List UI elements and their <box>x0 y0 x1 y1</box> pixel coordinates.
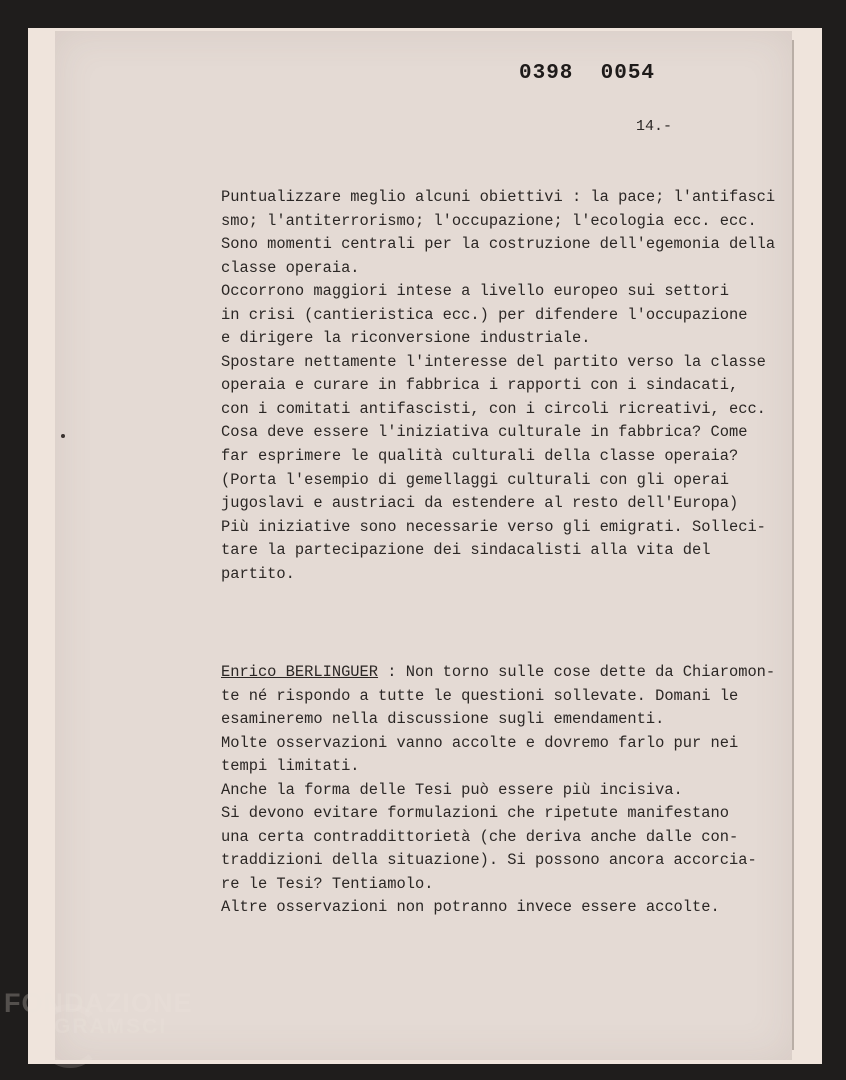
text-line: Molte osservazioni vanno accolte e dovremo farlo pur nei <box>221 733 739 752</box>
text-line: classe operaia. <box>221 258 360 277</box>
text-line: Si devono evitare formulazioni che ripetute manifestano <box>221 804 729 823</box>
text-line: Spostare nettamente l'interesse del partito verso la classe <box>221 352 766 371</box>
text-line: (Porta l'esempio di gemellaggi culturali con gli operai <box>221 470 729 489</box>
text-line: in crisi (cantieristica ecc.) per difendere l'occupazione <box>221 305 748 324</box>
speaker-name: Enrico BERLINGUER <box>221 663 379 681</box>
text-line: Sono momenti centrali per la costruzione dell'egemonia della <box>221 235 776 254</box>
text-line: esamineremo nella discussione sugli emendamenti. <box>221 710 665 729</box>
watermark-line1: FONDAZIONE <box>4 988 193 1018</box>
page-edge-line <box>792 40 794 1050</box>
text-line: una certa contraddittorietà (che deriva anche dalle con- <box>221 827 739 846</box>
text-line: Anche la forma delle Tesi può essere più incisiva. <box>221 780 683 799</box>
page-number: 14.- <box>636 118 673 135</box>
watermark-line2: GRAMSCI <box>54 1015 168 1038</box>
text-line: Più iniziative sono necessarie verso gli emigrati. Solleci- <box>221 517 766 536</box>
text-line: tempi limitati. <box>221 757 360 776</box>
archive-reference-code: 0398 0054 <box>519 62 656 85</box>
text-line: operaia e curare in fabbrica i rapporti con i sindacati, <box>221 376 739 395</box>
text-line: smo; l'antiterrorismo; l'occupazione; l'ecologia ecc. ecc. <box>221 211 757 230</box>
text-line: e dirigere la riconversione industriale. <box>221 329 591 348</box>
text-line: Puntualizzare meglio alcuni obiettivi : la pace; l'antifasci <box>221 188 776 206</box>
text-line: : Non torno sulle cose dette da Chiaromon- <box>378 663 776 681</box>
text-line: far esprimere le qualità culturali della classe operaia? <box>221 447 739 466</box>
text-line: partito. <box>221 564 295 583</box>
paragraph-berlinguer <box>221 661 775 920</box>
ink-speck <box>61 434 65 438</box>
text-line: jugoslavi e austriaci da estendere al resto dell'Europa) <box>221 494 739 513</box>
text-line: Occorrono maggiori intese a livello europeo sui settori <box>221 282 729 301</box>
text-line: traddizioni della situazione). Si possono ancora accorcia- <box>221 851 757 870</box>
text-line: tare la partecipazione dei sindacalisti alla vita del <box>221 541 711 560</box>
watermark <box>4 988 193 1039</box>
text-line: re le Tesi? Tentiamolo. <box>221 874 434 893</box>
text-line: te né rispondo a tutte le questioni sollevate. Domani le <box>221 686 739 705</box>
text-line: Cosa deve essere l'iniziativa culturale in fabbrica? Come <box>221 423 748 442</box>
text-line: Altre osservazioni non potranno invece essere accolte. <box>221 898 720 917</box>
text-line: con i comitati antifascisti, con i circoli ricreativi, ecc. <box>221 399 766 418</box>
paragraph-objectives <box>221 186 775 586</box>
